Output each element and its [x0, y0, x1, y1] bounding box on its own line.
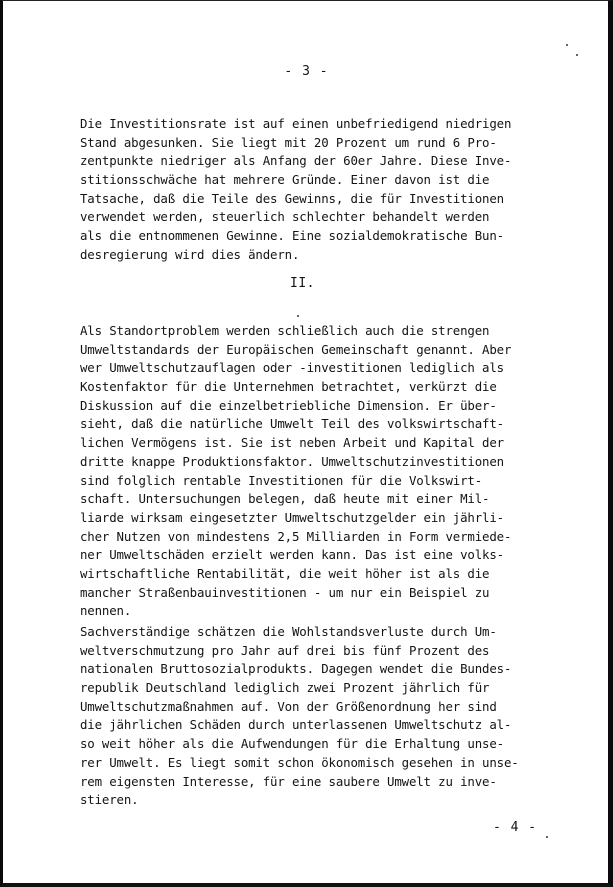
paragraph-welfare-losses: [80, 623, 530, 810]
text-line: zentpunkte niedriger als Anfang der 60er Jahre. Diese Inve-: [80, 153, 512, 169]
text-line: nationalen Bruttosozialprodukts. Dagegen wendet die Bundes-: [80, 661, 512, 677]
text-line: rer Umwelt. Es liegt somit schon ökonomisch gesehen in unse-: [80, 754, 519, 770]
paragraph-environmental-standards: [80, 322, 530, 621]
text-line: sieht, daß die natürliche Umwelt Teil des volkswirtschaft-: [80, 416, 504, 432]
section-heading: II.: [290, 276, 315, 291]
footer-page-catchword: - 4 -: [493, 820, 538, 835]
text-line: Stand abgesunken. Sie liegt mit 20 Prozent um rund 6 Pro-: [80, 134, 497, 150]
text-line: Kostenfaktor für die Unternehmen betrachtet, verkürzt die: [80, 379, 497, 395]
text-line: wirtschaftliche Rentabilität, die weit höher ist als die: [80, 565, 490, 581]
text-line: stitionsschwäche hat mehrere Gründe. Einer davon ist die: [80, 172, 490, 188]
text-line: Die Investitionsrate ist auf einen unbefriedigend niedrigen: [80, 116, 512, 131]
text-line: nennen.: [80, 603, 132, 619]
text-line: mancher Straßenbauinvestitionen - um nur ein Beispiel zu: [80, 584, 490, 600]
text-line: die jährlichen Schäden durch unterlassenen Umweltschutz al-: [80, 717, 512, 733]
text-line: liarde wirksam eingesetzter Umweltschutzgelder ein jährli-: [80, 509, 504, 525]
paragraph-investment-rate: [80, 115, 530, 265]
text-line: desregierung wird dies ändern.: [80, 246, 300, 262]
text-line: republik Deutschland lediglich zwei Prozent jährlich für: [80, 680, 490, 696]
text-line: sind folglich rentable Investitionen für die Volkswirt-: [80, 472, 483, 488]
page-number: - 3 -: [284, 64, 329, 79]
text-line: stieren.: [80, 792, 139, 808]
text-line: Tatsache, daß die Teile des Gewinns, die für Investitionen: [80, 190, 504, 206]
text-line: Diskussion auf die einzelbetriebliche Dimension. Er über-: [80, 397, 497, 413]
text-line: weltverschmutzung pro Jahr auf drei bis fünf Prozent des: [80, 642, 490, 658]
text-line: Umweltschutzmaßnahmen auf. Von der Größenordnung her sind: [80, 698, 497, 714]
text-line: lichen Vermögens ist. Sie ist neben Arbeit und Kapital der: [80, 435, 504, 451]
text-line: so weit höher als die Aufwendungen für die Erhaltung unse-: [80, 736, 504, 752]
text-line: Sachverständige schätzen die Wohlstandsverluste durch Um-: [80, 624, 497, 639]
text-line: schaft. Untersuchungen belegen, daß heute mit einer Mil-: [80, 491, 490, 507]
text-line: cher Nutzen von mindestens 2,5 Milliarden in Form vermiede-: [80, 528, 512, 544]
text-line: Umweltstandards der Europäischen Gemeinschaft genannt. Aber: [80, 341, 512, 357]
text-line: Als Standortproblem werden schließlich auch die strengen: [80, 323, 490, 338]
text-line: verwendet werden, steuerlich schlechter behandelt werden: [80, 209, 490, 225]
scan-speck: [576, 54, 578, 56]
text-line: als die entnommenen Gewinne. Eine sozialdemokratische Bun-: [80, 228, 504, 244]
text-line: ner Umweltschäden erzielt werden kann. Das ist eine volks-: [80, 547, 504, 563]
text-line: wer Umweltschutzauflagen oder -investitionen lediglich als: [80, 360, 504, 376]
scan-speck: [297, 315, 299, 317]
scan-speck: [566, 44, 568, 46]
text-line: rem eigensten Interesse, für eine saubere Umwelt zu inve-: [80, 773, 497, 789]
text-line: dritte knappe Produktionsfaktor. Umweltschutzinvestitionen: [80, 453, 504, 469]
scan-speck: [546, 836, 548, 838]
